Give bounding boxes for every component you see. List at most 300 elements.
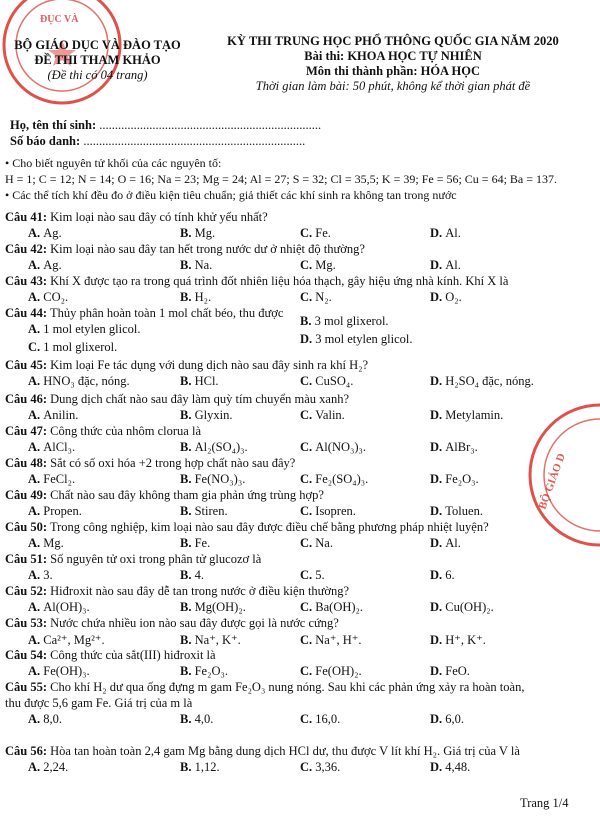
answer-option-letter: D.	[430, 760, 446, 774]
answer-option[interactable]	[300, 226, 331, 241]
question-stem	[5, 392, 349, 407]
answer-option[interactable]	[180, 440, 248, 455]
answer-option-value: AlCl₃.	[43, 440, 76, 454]
answer-option-value: 8,0.	[43, 712, 63, 726]
answer-option-letter: B.	[180, 258, 195, 272]
answer-option[interactable]	[180, 664, 228, 679]
answer-option-text	[300, 408, 345, 422]
answer-option[interactable]	[300, 712, 340, 727]
answer-option-value: Fe(OH)₃.	[43, 664, 90, 678]
answer-option[interactable]	[28, 504, 82, 519]
answer-option-letter: A.	[28, 374, 44, 388]
header-left	[10, 38, 185, 83]
answer-option-value: 6,0.	[445, 712, 465, 726]
answer-option-value: 4.	[194, 568, 204, 582]
answer-option-letter: B.	[180, 440, 195, 454]
answer-option[interactable]	[28, 600, 90, 615]
answer-option-value: Isopren.	[315, 504, 356, 518]
answer-option-value: Cu(OH)₂.	[445, 600, 494, 614]
answer-option-letter: C.	[28, 340, 44, 354]
answer-option[interactable]	[180, 290, 211, 305]
answer-option[interactable]	[430, 504, 483, 519]
question-text: Trong công nghiệp, kim loại nào sau đây được điều chế bằng phương pháp nhiệt luyện?	[49, 520, 489, 534]
answer-option-text	[28, 504, 82, 518]
answer-option-letter: C.	[300, 600, 316, 614]
answer-option-text	[28, 472, 75, 486]
answer-option-letter: C.	[300, 712, 316, 726]
answer-option-text	[430, 408, 503, 422]
question-stem	[5, 680, 524, 695]
answer-option-letter: B.	[180, 472, 195, 486]
answer-option-text	[300, 440, 366, 454]
answer-option-letter: A.	[28, 440, 44, 454]
answer-option-letter: B.	[180, 568, 195, 582]
atomic-mass-intro: • Cho biết nguyên tử khối của các nguyên tố:	[5, 156, 222, 170]
answer-option-text	[180, 504, 228, 518]
answer-option-text	[430, 290, 462, 304]
answer-option-letter: A.	[28, 290, 44, 304]
answer-option[interactable]	[430, 440, 478, 455]
exam-subject: Môn thi thành phần: HÓA HỌC	[305, 64, 480, 78]
answer-option-letter: A.	[28, 536, 44, 550]
answer-option-text	[430, 568, 455, 582]
answer-option-value: 2,24.	[43, 760, 69, 774]
answer-option-value: Na.	[194, 258, 213, 272]
answer-option-value: FeCl₂.	[43, 472, 76, 486]
question-text: Công thức của nhôm clorua là	[50, 424, 201, 438]
answer-option-text	[300, 664, 362, 678]
answer-option-value: Ag.	[43, 226, 62, 240]
answer-option[interactable]	[300, 472, 368, 487]
answer-option-letter: C.	[300, 258, 316, 272]
answer-option-text	[28, 440, 75, 454]
answer-option-value: Mg.	[315, 258, 336, 272]
answer-option-value: 1,12.	[194, 760, 220, 774]
answer-option[interactable]	[300, 568, 325, 583]
answer-option-text	[28, 600, 90, 614]
answer-option-letter: D.	[430, 226, 446, 240]
answer-option[interactable]	[300, 600, 363, 615]
candidate-id-label: Số báo danh:	[10, 134, 81, 148]
question-label: Câu 47:	[5, 424, 48, 438]
question-text: Thủy phân hoàn toàn 1 mol chất béo, thu được	[49, 306, 284, 320]
answer-option-letter: D.	[300, 332, 316, 346]
answer-option-text	[300, 472, 368, 486]
question-stem	[5, 584, 349, 599]
question-text: Kim loại nào sau đây có tính khử yếu nhất?	[50, 210, 268, 224]
answer-option-letter: D.	[430, 664, 446, 678]
question-stem	[5, 648, 216, 663]
question-label: Câu 41:	[5, 210, 48, 224]
answer-option[interactable]	[180, 258, 212, 273]
answer-option-value: Al₂(SO₄)₃.	[194, 440, 248, 454]
answer-option-letter: D.	[430, 504, 446, 518]
answer-option[interactable]	[28, 440, 75, 455]
answer-option[interactable]	[300, 664, 362, 679]
answer-option-value: Fe(OH)₂.	[315, 664, 362, 678]
answer-option-value: Fe₂O₃.	[194, 664, 228, 678]
question-text: Kim loại Fe tác dụng với dung dịch nào sau đây sinh ra khí H₂?	[50, 358, 369, 372]
answer-option-letter: C.	[300, 504, 316, 518]
answer-option-letter: B.	[180, 536, 195, 550]
official-seal-right	[525, 400, 600, 550]
answer-option-text	[430, 536, 461, 550]
answer-option-value: Al.	[445, 536, 461, 550]
answer-option[interactable]	[180, 374, 219, 389]
answer-option[interactable]	[28, 226, 62, 241]
answer-option-text	[300, 760, 340, 774]
answer-option-letter: B.	[180, 664, 195, 678]
answer-option-value: 3 mol etylen glicol.	[315, 332, 413, 346]
question-text: Cho khí H₂ dư qua ống đựng m gam Fe₂O₃ nung nóng. Sau khi các phản ứng xảy ra hoàn toàn,	[50, 680, 525, 694]
answer-option[interactable]	[28, 472, 75, 487]
answer-option[interactable]	[430, 226, 461, 241]
answer-option[interactable]	[180, 712, 213, 727]
candidate-id-row	[10, 134, 305, 148]
answer-option-text	[28, 408, 78, 422]
answer-option-value: N₂.	[315, 290, 332, 304]
answer-option-text	[430, 440, 478, 454]
answer-option-text	[180, 633, 241, 647]
answer-option-letter: A.	[28, 226, 44, 240]
answer-option-letter: D.	[430, 440, 446, 454]
answer-option-value: CO₂.	[43, 290, 69, 304]
answer-option-letter: B.	[180, 504, 195, 518]
answer-option-value: HNO₃ đặc, nóng.	[43, 374, 130, 388]
ministry-name: BỘ GIÁO DỤC VÀ ĐÀO TẠO	[14, 38, 181, 52]
question-stem	[5, 274, 508, 289]
answer-option-text	[180, 408, 232, 422]
answer-option-text	[300, 258, 336, 272]
answer-option-value: Stiren.	[194, 504, 228, 518]
answer-option-text	[300, 290, 332, 304]
answer-option-letter: A.	[28, 258, 44, 272]
answer-option[interactable]	[300, 504, 356, 519]
answer-option-value: Fe₂O₃.	[445, 472, 479, 486]
doc-type: ĐỀ THI THAM KHẢO	[34, 53, 161, 67]
question-text: Nước chứa nhiều ion nào sau đây được gọi là nước cứng?	[50, 616, 339, 630]
answer-option-text	[430, 664, 470, 678]
answer-option-value: 1 mol etylen glicol.	[43, 322, 141, 336]
pages-note: (Đề thi có 04 trang)	[47, 68, 148, 82]
answer-option-value: Glyxin.	[194, 408, 233, 422]
answer-option[interactable]	[28, 408, 78, 423]
question-label: Câu 54:	[5, 648, 48, 662]
answer-option-letter: A.	[28, 322, 44, 336]
answer-option-text	[300, 504, 356, 518]
answer-option[interactable]	[180, 504, 228, 519]
answer-option-value: Al(NO₃)₃.	[315, 440, 367, 454]
answer-option-text	[28, 712, 62, 726]
answer-option-value: Mg(OH)₂.	[194, 600, 246, 614]
answer-option[interactable]	[300, 258, 336, 273]
atomic-mass-list: H = 1; C = 12; N = 14; O = 16; Na = 23; Mg = 24; Al = 27; S = 32; Cl = 35,5; K = 39; Fe = 56; Cu = 64; Ba = 137.	[5, 172, 557, 186]
answer-option-text	[430, 226, 461, 240]
answer-option-value: Na⁺, H⁺.	[315, 633, 362, 647]
answer-option-text	[300, 332, 413, 346]
answer-option-letter: D.	[430, 712, 446, 726]
header-right	[193, 34, 593, 94]
answer-option-letter: C.	[300, 226, 316, 240]
answer-option-text	[28, 322, 141, 336]
answer-option-text	[28, 664, 90, 678]
answer-option-value: Al.	[445, 226, 461, 240]
answer-option-letter: C.	[300, 472, 316, 486]
answer-option-value: Na.	[315, 536, 333, 550]
answer-option-value: Al(OH)₃.	[43, 600, 90, 614]
answer-option-letter: D.	[430, 258, 446, 272]
answer-option-value: Al.	[445, 258, 461, 272]
answer-option-letter: A.	[28, 408, 44, 422]
answer-option-value: Fe.	[194, 536, 211, 550]
question-text: Dung dịch chất nào sau đây làm quỳ tím chuyển màu xanh?	[50, 392, 350, 406]
answer-option-letter: A.	[28, 712, 44, 726]
answer-option-value: Mg.	[194, 226, 216, 240]
answer-option[interactable]	[300, 440, 366, 455]
answer-option[interactable]	[28, 664, 90, 679]
question-text: Kim loại nào sau đây tan hết trong nước dư ở nhiệt độ thường?	[50, 242, 365, 256]
svg-text:BỘ GIÁO D: BỘ GIÁO D	[536, 451, 568, 512]
answer-option-text	[28, 633, 105, 647]
answer-option-text	[300, 314, 389, 328]
question-label: Câu 45:	[5, 358, 48, 372]
answer-option[interactable]	[28, 290, 68, 305]
question-label: Câu 51:	[5, 552, 48, 566]
answer-option-text	[180, 664, 228, 678]
answer-option-text	[180, 712, 213, 726]
answer-option[interactable]	[300, 632, 361, 648]
answer-option-value: Metylamin.	[445, 408, 504, 422]
answer-option-letter: C.	[300, 290, 316, 304]
answer-option-letter: A.	[28, 472, 44, 486]
answer-option-text	[300, 568, 325, 582]
answer-option-value: Fe(NO₃)₃.	[194, 472, 246, 486]
answer-option[interactable]	[430, 536, 461, 551]
answer-option-value: Propen.	[43, 504, 82, 518]
answer-option-letter: A.	[28, 600, 44, 614]
answer-option[interactable]	[28, 712, 62, 727]
answer-option-text	[300, 226, 331, 240]
answer-option-value: Toluen.	[445, 504, 483, 518]
question-text-continued: thu được 5,6 gam Fe. Giá trị của m là	[5, 696, 193, 710]
svg-text:ĐỤC VÀ: ĐỤC VÀ	[40, 14, 79, 25]
question-label: Câu 46:	[5, 392, 48, 406]
answer-option-text	[180, 760, 220, 774]
question-stem	[5, 744, 520, 759]
answer-option-letter: C.	[300, 374, 316, 388]
answer-option[interactable]	[28, 632, 105, 648]
answer-option-value: Fe₂(SO₄)₃.	[315, 472, 369, 486]
answer-option-letter: C.	[300, 664, 316, 678]
answer-option[interactable]	[180, 760, 220, 775]
answer-option-letter: B.	[180, 633, 195, 647]
answer-option-letter: A.	[28, 664, 44, 678]
question-stem	[5, 488, 324, 503]
answer-option-letter: D.	[430, 568, 446, 582]
answer-option-text	[180, 600, 246, 614]
answer-option-letter: C.	[300, 408, 316, 422]
question-stem	[5, 306, 283, 321]
answer-option-letter: C.	[300, 536, 316, 550]
answer-option[interactable]	[180, 472, 245, 487]
question-text: Sắt có số oxi hóa +2 trong hợp chất nào sau đây?	[50, 456, 296, 470]
answer-option[interactable]	[430, 712, 464, 727]
answer-option[interactable]	[28, 536, 64, 551]
answer-option-text	[28, 290, 68, 304]
answer-option-letter: B.	[180, 760, 195, 774]
answer-option-value: FeO.	[445, 664, 470, 678]
answer-option-text	[300, 600, 363, 614]
page-number: Trang 1/4	[520, 796, 569, 810]
answer-option-text	[180, 374, 219, 388]
answer-option[interactable]	[180, 600, 246, 615]
answer-option[interactable]	[430, 374, 534, 389]
answer-option-value: AlBr₃.	[445, 440, 478, 454]
answer-option-text	[180, 440, 248, 454]
answer-option-value: 5.	[315, 568, 325, 582]
question-stem	[5, 358, 368, 373]
answer-option-value: 4,0.	[194, 712, 214, 726]
answer-option[interactable]	[430, 568, 455, 583]
answer-option-letter: D.	[430, 633, 446, 647]
answer-option-text	[300, 374, 353, 388]
answer-option-letter: B.	[180, 290, 195, 304]
answer-option-text	[430, 712, 464, 726]
answer-option-text	[430, 633, 486, 647]
question-label: Câu 43:	[5, 274, 48, 288]
answer-option-value: 3,36.	[315, 760, 341, 774]
answer-option-text	[28, 226, 62, 240]
answer-option-letter: D.	[430, 600, 446, 614]
exam-time: Thời gian làm bài: 50 phút, không kể thời gian phát đề	[255, 79, 531, 93]
answer-option-text	[28, 374, 130, 388]
exam-section: Bài thi: KHOA HỌC TỰ NHIÊN	[304, 49, 482, 63]
answer-option[interactable]	[28, 568, 53, 583]
answer-option-text	[180, 290, 211, 304]
answer-option[interactable]	[28, 322, 141, 337]
answer-option[interactable]	[300, 332, 413, 347]
answer-option-value: 3.	[43, 568, 53, 582]
answer-option[interactable]	[300, 374, 353, 389]
question-stem	[5, 210, 268, 225]
answer-option-text	[430, 600, 494, 614]
answer-option-value: Na⁺, K⁺.	[194, 633, 241, 647]
answer-option-text	[430, 472, 479, 486]
answer-option-value: Fe.	[315, 226, 331, 240]
answer-option[interactable]	[300, 408, 345, 423]
question-label: Câu 48:	[5, 456, 48, 470]
answer-option[interactable]	[180, 632, 241, 648]
answer-option-letter: B.	[180, 374, 195, 388]
answer-option[interactable]	[28, 374, 130, 389]
question-stem	[5, 552, 261, 567]
answer-option[interactable]	[430, 408, 503, 423]
answer-option-letter: B.	[180, 712, 195, 726]
answer-option-value: 6.	[445, 568, 455, 582]
candidate-id-dots: .......................................................................	[83, 134, 306, 148]
answer-option-text	[300, 536, 333, 550]
answer-option[interactable]	[180, 226, 215, 241]
answer-option[interactable]	[300, 536, 333, 551]
answer-option-text	[300, 633, 361, 647]
answer-option-letter: A.	[28, 633, 44, 647]
question-stem	[5, 616, 339, 631]
answer-option-value: H₂.	[194, 290, 212, 304]
answer-option-letter: B.	[300, 314, 315, 328]
answer-option[interactable]	[430, 600, 494, 615]
answer-option-letter: A.	[28, 568, 44, 582]
answer-option-value: Ca²⁺, Mg²⁺.	[43, 633, 105, 647]
answer-option-value: 1 mol glixerol.	[43, 340, 118, 354]
answer-option[interactable]	[180, 568, 204, 583]
answer-option[interactable]	[28, 258, 62, 273]
answer-option-text	[430, 760, 470, 774]
answer-option-letter: A.	[28, 504, 44, 518]
answer-option[interactable]	[300, 290, 332, 305]
question-text: Công thức của sắt(III) hiđroxit là	[50, 648, 216, 662]
candidate-name-dots: .......................................................................	[99, 118, 322, 132]
question-label: Câu 49:	[5, 488, 48, 502]
question-label: Câu 56:	[5, 744, 48, 758]
answer-option-text	[180, 472, 245, 486]
answer-option[interactable]	[180, 408, 232, 423]
answer-option[interactable]	[300, 760, 340, 775]
candidate-name-row	[10, 118, 321, 132]
answer-option[interactable]	[28, 340, 117, 355]
answer-option-letter: B.	[180, 408, 195, 422]
answer-option-letter: A.	[28, 760, 44, 774]
answer-option-value: 4,48.	[445, 760, 471, 774]
answer-option[interactable]	[300, 314, 389, 329]
answer-option-text	[430, 504, 483, 518]
answer-option-text	[28, 340, 117, 354]
answer-option-value: HCl.	[194, 374, 219, 388]
question-stem	[5, 242, 365, 257]
answer-option[interactable]	[430, 664, 470, 679]
question-label: Câu 53:	[5, 616, 48, 630]
candidate-name-label: Họ, tên thí sinh:	[10, 118, 97, 132]
answer-option-letter: D.	[430, 472, 446, 486]
question-label: Câu 44:	[5, 306, 48, 320]
answer-option[interactable]	[28, 760, 68, 775]
answer-option[interactable]	[430, 760, 470, 775]
question-text: Hiđroxit nào sau đây dễ tan trong nước ở điều kiện thường?	[50, 584, 350, 598]
answer-option[interactable]	[430, 290, 462, 305]
answer-option-text	[28, 568, 53, 582]
answer-option-value: O₂.	[445, 290, 462, 304]
question-text: Số nguyên tử oxi trong phân tử glucozơ là	[50, 552, 262, 566]
answer-option[interactable]	[430, 472, 479, 487]
exam-title: KỲ THI TRUNG HỌC PHỔ THÔNG QUỐC GIA NĂM 2020	[227, 34, 559, 48]
answer-option-text	[180, 258, 212, 272]
answer-option[interactable]	[430, 632, 486, 648]
answer-option-text	[180, 536, 210, 550]
answer-option-letter: C.	[300, 568, 316, 582]
question-text: Hòa tan hoàn toàn 2,4 gam Mg bằng dung dịch HCl dư, thu được V lít khí H₂. Giá trị của V là	[50, 744, 520, 758]
question-label: Câu 50:	[5, 520, 48, 534]
question-label: Câu 55:	[5, 680, 48, 694]
answer-option[interactable]	[180, 536, 210, 551]
answer-option-value: Mg.	[43, 536, 64, 550]
answer-option-letter: C.	[300, 440, 316, 454]
answer-option-text	[28, 760, 68, 774]
answer-option[interactable]	[430, 258, 461, 273]
answer-option-value: Ba(OH)₂.	[315, 600, 364, 614]
answer-option-text	[430, 374, 534, 388]
answer-option-letter: B.	[180, 226, 195, 240]
answer-option-value: CuSO₄.	[315, 374, 354, 388]
question-stem	[5, 456, 295, 471]
